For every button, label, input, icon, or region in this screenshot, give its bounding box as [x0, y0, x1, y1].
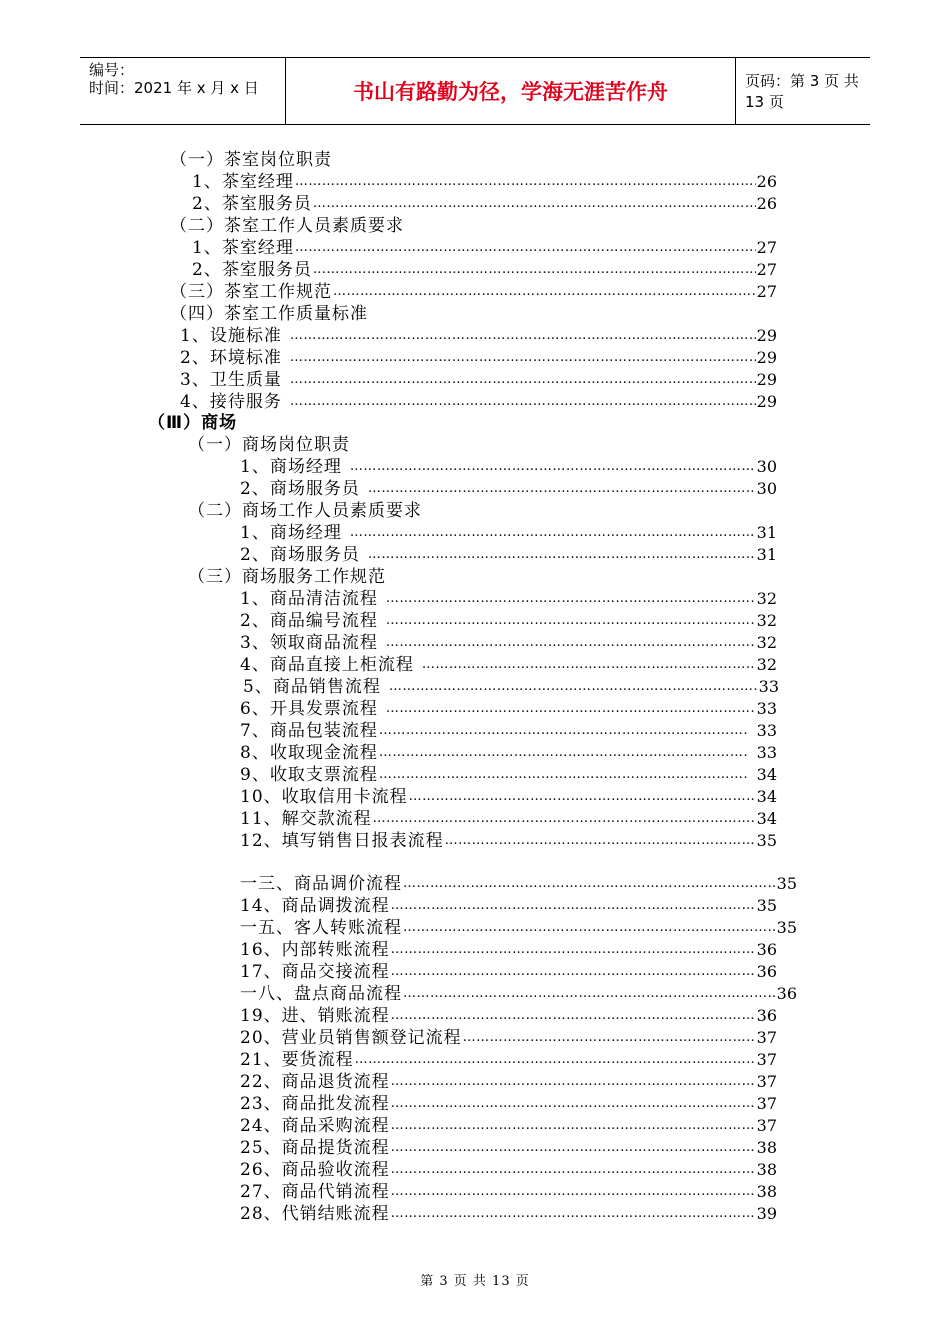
leader-dots — [386, 699, 756, 719]
header-page-info: 页码：第 3 页 共 13 页 — [745, 72, 859, 111]
toc-entry-label: 3、卫生质量 — [180, 370, 282, 390]
toc-entry-label: （四）茶室工作质量标准 — [170, 304, 368, 324]
toc-entry-label: 21、要货流程 — [240, 1050, 354, 1070]
toc-entry[interactable] — [240, 653, 777, 675]
toc-entry[interactable] — [240, 521, 777, 543]
toc-entry-label: 1、茶室经理 — [192, 238, 294, 258]
toc-entry-label: 2、商场服务员 — [240, 479, 360, 499]
page-footer: 第 3 页 共 13 页 — [420, 1274, 530, 1289]
leader-dots — [350, 523, 756, 543]
toc-entry[interactable] — [192, 236, 777, 258]
toc-entry[interactable] — [192, 170, 777, 192]
toc-entry-label: （一）商场岗位职责 — [188, 435, 350, 455]
toc-entry-page: 39 — [756, 1204, 777, 1223]
leader-dots — [379, 743, 749, 763]
toc-entry[interactable] — [180, 390, 777, 412]
leader-dots — [422, 655, 756, 675]
toc-entry-page: 36 — [756, 962, 777, 981]
toc-entry[interactable] — [240, 1136, 777, 1158]
toc-entry[interactable] — [240, 1202, 777, 1224]
toc-entry-page: 26 — [756, 172, 777, 191]
leader-dots — [391, 962, 756, 982]
toc-entry — [188, 499, 788, 521]
toc-entry-label: 一五、客人转账流程 — [240, 918, 402, 938]
toc-entry-label: 6、开具发票流程 — [240, 699, 378, 719]
toc-entry-page: 35 — [756, 831, 777, 850]
leader-dots — [391, 1160, 756, 1180]
toc-entry-label: 8、收取现金流程 — [240, 743, 378, 763]
toc-entry[interactable] — [243, 675, 779, 697]
leader-dots — [403, 918, 776, 938]
leader-dots — [409, 787, 756, 807]
toc-entry-page: 33 — [756, 699, 777, 718]
toc-entry-label: 2、环境标准 — [180, 348, 282, 368]
toc-entry-page: 32 — [756, 589, 777, 608]
leader-dots — [389, 677, 758, 697]
leader-dots — [290, 326, 756, 346]
toc-entry-page: 32 — [756, 633, 777, 652]
toc-entry-page: 29 — [756, 392, 777, 411]
leader-dots — [290, 370, 756, 390]
leader-dots — [391, 1006, 756, 1026]
toc-entry-page: 36 — [756, 940, 777, 959]
leader-dots — [391, 1094, 756, 1114]
leader-dots — [391, 1138, 756, 1158]
toc-entry-page: 37 — [756, 1028, 777, 1047]
section-heading-label: （Ⅲ）商场 — [148, 413, 238, 433]
toc-entry[interactable] — [240, 1092, 777, 1114]
toc-entry-label: 7、商品包装流程 — [240, 721, 378, 741]
toc-entry-page: 33 — [756, 743, 777, 762]
toc-entry-page: 31 — [756, 545, 777, 564]
header-meta — [80, 58, 285, 124]
leader-dots — [386, 589, 756, 609]
toc-entry-page: 33 — [756, 721, 777, 740]
toc-entry-page: 35 — [776, 874, 797, 893]
toc-entry[interactable] — [240, 1026, 777, 1048]
leader-dots — [391, 1072, 756, 1092]
toc-entry[interactable] — [240, 763, 777, 785]
toc-entry-label: （三）商场服务工作规范 — [188, 567, 386, 587]
toc-entry-label: 10、收取信用卡流程 — [240, 787, 408, 807]
toc-entry-label: 3、领取商品流程 — [240, 633, 378, 653]
toc-entry[interactable] — [180, 346, 777, 368]
toc-entry-label: 12、填写销售日报表流程 — [240, 831, 444, 851]
leader-dots — [368, 479, 756, 499]
leader-dots — [290, 348, 756, 368]
toc-entry[interactable] — [240, 872, 797, 894]
section-heading-mall — [148, 411, 448, 433]
toc-entry[interactable] — [192, 258, 777, 280]
toc-entry-label: 24、商品采购流程 — [240, 1116, 390, 1136]
toc-entry[interactable] — [240, 543, 777, 565]
leader-dots — [379, 765, 749, 785]
toc-entry[interactable] — [240, 1070, 777, 1092]
toc-entry — [170, 214, 770, 236]
toc-entry-label: 5、商品销售流程 — [243, 677, 381, 697]
toc-entry[interactable] — [240, 938, 777, 960]
leader-dots — [355, 1050, 756, 1070]
toc-entry-label: 23、商品批发流程 — [240, 1094, 390, 1114]
toc-entry[interactable] — [240, 477, 777, 499]
leader-dots — [373, 809, 756, 829]
toc-entry-label: 1、设施标准 — [180, 326, 282, 346]
leader-dots — [391, 1204, 756, 1224]
toc-entry-page: 38 — [756, 1160, 777, 1179]
toc-entry-page: 32 — [756, 655, 777, 674]
toc-entry[interactable] — [240, 785, 777, 807]
toc-entry-page: 29 — [756, 348, 777, 367]
toc-entry-label: 27、商品代销流程 — [240, 1182, 390, 1202]
toc-entry[interactable] — [240, 1004, 777, 1026]
toc-entry-label: 4、接待服务 — [180, 392, 282, 412]
toc-entry-label: 26、商品验收流程 — [240, 1160, 390, 1180]
toc-entry-page: 34 — [756, 809, 777, 828]
leader-dots — [313, 194, 756, 214]
toc-entry-label: 2、商品编号流程 — [240, 611, 378, 631]
toc-entry-label: 22、商品退货流程 — [240, 1072, 390, 1092]
header-motto: 书山有路勤为径，学海无涯苦作舟 — [285, 58, 736, 124]
toc-entry-page: 29 — [756, 326, 777, 345]
toc-entry-page: 27 — [756, 260, 777, 279]
toc-entry-label: 2、茶室服务员 — [192, 260, 312, 280]
toc-entry-page: 27 — [756, 238, 777, 257]
leader-dots — [386, 633, 756, 653]
leader-dots — [333, 282, 756, 302]
toc-entry-page: 36 — [756, 1006, 777, 1025]
toc-entry-label: 14、商品调拨流程 — [240, 896, 390, 916]
toc-entry-label: 一八、盘点商品流程 — [240, 984, 402, 1004]
toc-entry[interactable] — [240, 1180, 777, 1202]
toc-entry-label: 1、茶室经理 — [192, 172, 294, 192]
toc-entry-label: 9、收取支票流程 — [240, 765, 378, 785]
toc-entry[interactable] — [180, 368, 777, 390]
toc-entry-label: 2、商场服务员 — [240, 545, 360, 565]
toc-entry[interactable] — [240, 697, 777, 719]
toc-entry-page: 31 — [756, 523, 777, 542]
toc-entry-page: 38 — [756, 1182, 777, 1201]
toc-entry-page: 34 — [756, 787, 777, 806]
toc-entry-label: （一）茶室岗位职责 — [170, 150, 332, 170]
toc-entry-page: 34 — [756, 765, 777, 784]
toc-entry-label: 19、进、销账流程 — [240, 1006, 390, 1026]
toc-entry[interactable] — [240, 741, 777, 763]
leader-dots — [350, 457, 756, 477]
leader-dots — [391, 1116, 756, 1136]
toc-entry[interactable] — [240, 960, 777, 982]
toc-entry-label: 16、内部转账流程 — [240, 940, 390, 960]
toc-entry[interactable] — [240, 455, 777, 477]
toc-entry[interactable] — [170, 280, 777, 302]
toc-entry-page: 37 — [756, 1050, 777, 1069]
leader-dots — [379, 721, 749, 741]
toc-entry[interactable] — [240, 719, 777, 741]
toc-entry-page: 30 — [756, 479, 777, 498]
leader-dots — [391, 896, 756, 916]
leader-dots — [313, 260, 756, 280]
toc-entry[interactable] — [240, 1048, 777, 1070]
toc-entry — [188, 433, 788, 455]
document-time-label: 时间：2021 年 x 月 x 日 — [89, 79, 259, 97]
toc-entry-label: 1、商品清洁流程 — [240, 589, 378, 609]
toc-entry[interactable] — [180, 324, 777, 346]
toc-entry-page: 26 — [756, 194, 777, 213]
toc-entry-page: 35 — [776, 918, 797, 937]
toc-entry-label: 1、商场经理 — [240, 457, 342, 477]
leader-dots — [403, 874, 776, 894]
leader-dots — [290, 392, 756, 412]
toc-entry-label: （三）茶室工作规范 — [170, 282, 332, 302]
toc-entry-page: 33 — [758, 677, 779, 696]
toc-entry — [170, 148, 770, 170]
toc-entry-label: 17、商品交接流程 — [240, 962, 390, 982]
leader-dots — [368, 545, 756, 565]
toc-entry-label: 28、代销结账流程 — [240, 1204, 390, 1224]
leader-dots — [295, 172, 756, 192]
toc-entry-page: 37 — [756, 1072, 777, 1091]
toc-entry[interactable] — [240, 807, 777, 829]
toc-entry-label: 11、解交款流程 — [240, 809, 372, 829]
toc-entry — [188, 565, 788, 587]
toc-entry-label: 一三、商品调价流程 — [240, 874, 402, 894]
toc-entry[interactable] — [240, 829, 777, 851]
toc-entry-label: 1、商场经理 — [240, 523, 342, 543]
leader-dots — [386, 611, 756, 631]
toc-entry-page: 37 — [756, 1094, 777, 1113]
toc-entry[interactable] — [240, 894, 777, 916]
toc-entry[interactable] — [240, 1158, 777, 1180]
toc-entry[interactable] — [240, 587, 777, 609]
toc-entry[interactable] — [240, 982, 797, 1004]
toc-entry[interactable] — [192, 192, 777, 214]
toc-entry-label: 4、商品直接上柜流程 — [240, 655, 414, 675]
toc-entry-label: （二）茶室工作人员素质要求 — [170, 216, 404, 236]
leader-dots — [295, 238, 756, 258]
toc-entry — [170, 302, 770, 324]
toc-entry-page: 38 — [756, 1138, 777, 1157]
leader-dots — [403, 984, 776, 1004]
toc-entry-label: 20、营业员销售额登记流程 — [240, 1028, 462, 1048]
toc-entry-label: （二）商场工作人员素质要求 — [188, 501, 422, 521]
page-header — [80, 57, 870, 125]
toc-entry-page: 35 — [756, 896, 777, 915]
leader-dots — [463, 1028, 756, 1048]
leader-dots — [391, 940, 756, 960]
toc-entry-page: 37 — [756, 1116, 777, 1135]
document-number-label: 编号： — [89, 61, 135, 79]
toc-entry[interactable] — [240, 609, 777, 631]
toc-entry-page: 30 — [756, 457, 777, 476]
toc-entry-page: 29 — [756, 370, 777, 389]
toc-entry-page: 32 — [756, 611, 777, 630]
leader-dots — [391, 1182, 756, 1202]
toc-entry-page: 36 — [776, 984, 797, 1003]
toc-entry[interactable] — [240, 1114, 777, 1136]
toc-entry[interactable] — [240, 916, 797, 938]
toc-entry-page: 27 — [756, 282, 777, 301]
toc-entry[interactable] — [240, 631, 777, 653]
leader-dots — [445, 831, 756, 851]
toc-entry-label: 2、茶室服务员 — [192, 194, 312, 214]
toc-entry-label: 25、商品提货流程 — [240, 1138, 390, 1158]
